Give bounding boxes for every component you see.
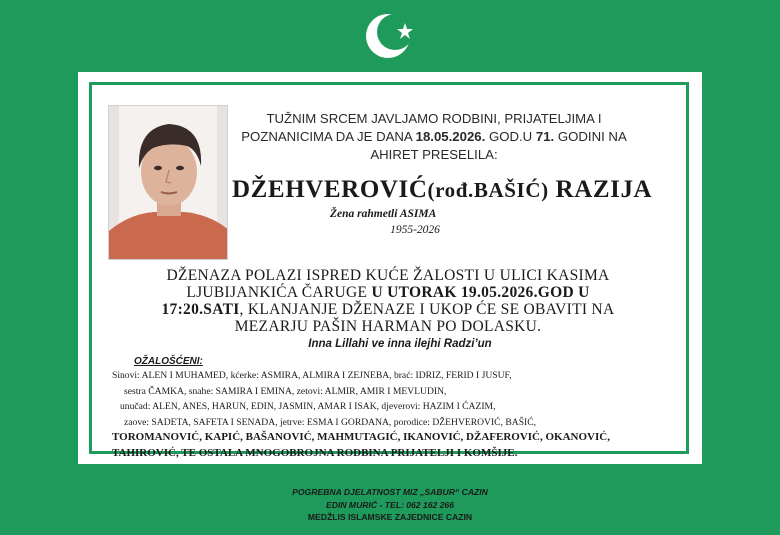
announcement-line-2: POZNANICIMA DA JE DANA 18.05.2026. GOD.U 71. GODINI NA [241, 129, 627, 144]
footer-line-3: MEDŽLIS ISLAMSKE ZAJEDNICE CAZIN [307, 512, 473, 522]
funeral-line-3: 17:20.SATI, KLANJANJE DŽENAZE I UKOP ĆE SE OBAVITI NA [161, 301, 615, 318]
funeral-details [118, 267, 658, 335]
life-years: 1955-2026 [390, 224, 440, 236]
age: 71. [535, 129, 555, 144]
maiden-name: (rođ.BAŠIĆ) [427, 178, 549, 202]
mourners-heading: OŽALOŠĆENI: [134, 356, 203, 367]
announcement-text [234, 110, 634, 164]
mourners-line: unučad: ALEN, ANES, HARUN, EDIN, JASMIN, AMAR I ISAK, djeverovi: HAZIM I ĆAZIM, [120, 401, 496, 412]
prayer-line: Inna Lillahi ve inna ilejhi Radzi’un [308, 338, 492, 350]
mourners-line: sestra ČAMKA, snahe: SAMIRA I EMINA, zetovi: ALMIR, AMIR I MEVLUDIN, [124, 385, 447, 397]
death-date: 18.05.2026. [415, 129, 486, 144]
mourners-line: TOROMANOVIĆ, KAPIĆ, BAŠANOVIĆ, MAHMUTAGIĆ, IKANOVIĆ, DŽAFEROVIĆ, OKANOVIĆ, [112, 431, 610, 443]
mourners-list [112, 368, 682, 461]
funeral-service-footer [200, 486, 580, 524]
funeral-line-4: MEZARJU PAŠIN HARMAN PO DOLASKU. [234, 318, 542, 335]
footer-line-1: POGREBNA DJELATNOST MIZ „SABUR“ CAZIN [292, 487, 488, 497]
footer-line-2: EDIN MURIĆ - TEL: 062 162 266 [326, 499, 454, 510]
deceased-photo [108, 105, 228, 260]
mourners-line: Sinovi: ALEN I MUHAMED, kćerke: ASMIRA, ALMIRA I ZEJNEBA, brać: IDRIZ, FERID I JUSUF, [112, 370, 512, 381]
funeral-line-1: DŽENAZA POLAZI ISPRED KUĆE ŽALOSTI U ULICI KASIMA [166, 267, 610, 284]
deceased-name: DŽEHVEROVIĆ(rođ.BAŠIĆ) RAZIJA [232, 176, 653, 203]
mourners-line: TAHIROVIĆ, TE OSTALA MNOGOBROJNA RODBINA PRIJATELJI I KOMŠIJE. [112, 446, 518, 459]
announcement-line-1: TUŽNIM SRCEM JAVLJAMO RODBINI, PRIJATELJIMA I [266, 111, 602, 126]
announcement-line-3: AHIRET PRESELILA: [370, 147, 498, 162]
crescent-star-icon [362, 8, 418, 64]
funeral-line-2: LJUBIJANKIĆA ČARUGE U UTORAK 19.05.2026.GOD U [186, 284, 590, 301]
spouse-line: Žena rahmetli ASIMA [330, 208, 437, 220]
mourners-line: zaove: SADETA, SAFETA I SENADA, jetrve: ESMA I GORDANA, porodice: DŽEHVEROVIĆ, BAŠIĆ, [124, 416, 537, 428]
